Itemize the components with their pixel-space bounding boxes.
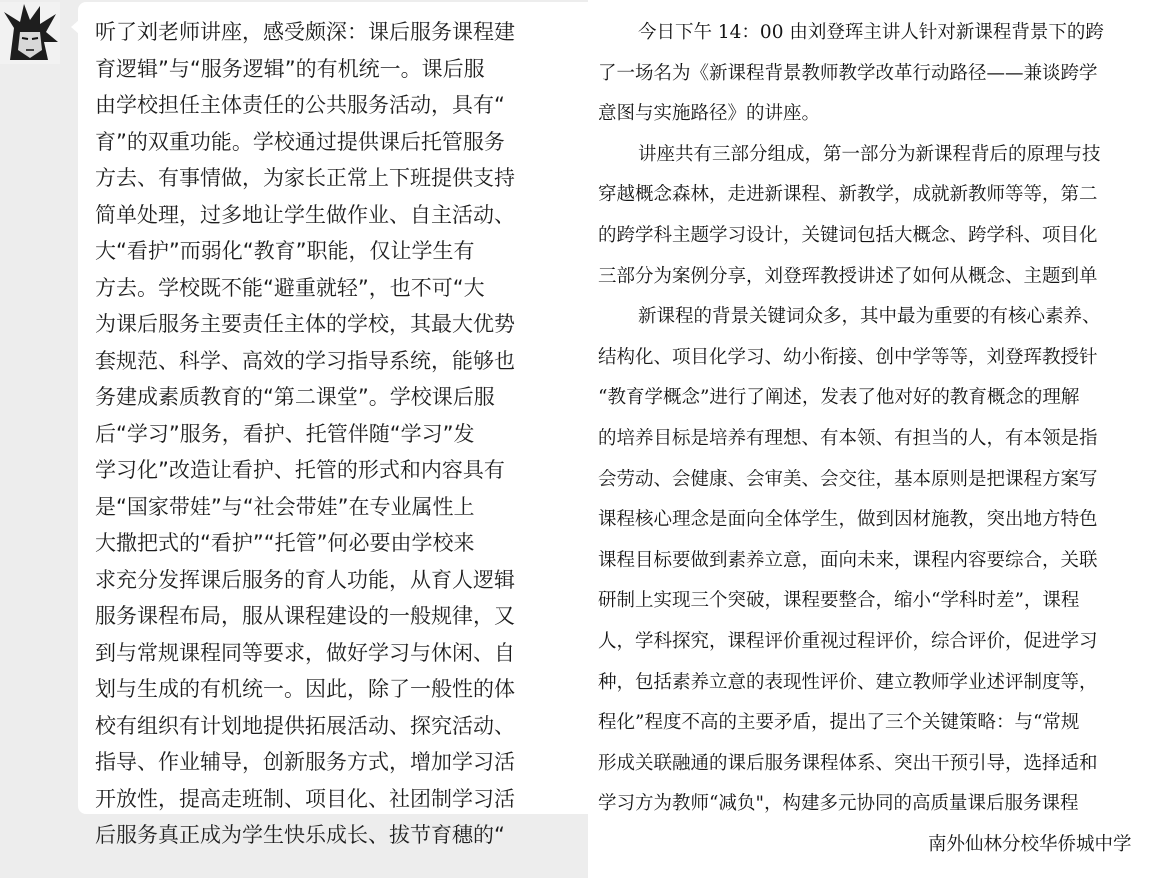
document-line: 形成关联融通的课后服务课程体系、突出干预引导，选择适和	[598, 752, 1098, 774]
message-line: 指导、作业辅导，创新服务方式，增加学习活	[95, 750, 515, 774]
message-line: 求充分发挥课后服务的育人功能，从育人逻辑	[95, 567, 515, 592]
document-line: 三部分为案例分享，刘登珲教授讲述了如何从概念、主题到单	[598, 265, 1098, 287]
document-line: 讲座共有三部分组成，第一部分为新课程背后的原理与技	[638, 143, 1101, 165]
message-line: 育”的双重功能。学校通过提供课后托管服务	[95, 129, 505, 154]
document-line: “教育学概念”进行了阐述，发表了他对好的教育概念的理解	[598, 387, 1080, 409]
message-line: 育逻辑”与“服务逻辑”的有机统一。课后服	[95, 56, 485, 81]
message-line: 简单处理，过多地让学生做作业、自主活动、	[95, 202, 515, 227]
document-panel	[588, 0, 1170, 878]
document-line: 的培养目标是培养有理想、有本领、有担当的人，有本领是指	[598, 427, 1098, 449]
message-line: 方去。学校既不能“避重就轻”，也不可“大	[95, 275, 485, 300]
document-line: 的跨学科主题学习设计，关键词包括大概念、跨学科、项目化	[598, 224, 1098, 246]
message-line: 务建成素质教育的“第二课堂”。学校课后服	[95, 385, 495, 409]
message-line: 开放性，提高走班制、项目化、社团制学习活	[95, 786, 515, 811]
document-line: 课程目标要做到素养立意，面向未来，课程内容要综合，关联	[598, 549, 1098, 571]
document-body	[598, 13, 1170, 865]
document-line: 穿越概念森林，走进新课程、新教学，成就新教师等等，第二	[598, 184, 1098, 206]
document-line: 程化”程度不高的主要矛盾，提出了三个关键策略：与“常规	[598, 712, 1080, 734]
document-line: 今日下午 14：00 由刘登珲主讲人针对新课程背景下的跨	[638, 22, 1104, 43]
message-line: 服务课程布局，服从课程建设的一般规律，又	[95, 604, 515, 628]
message-line: 划与生成的有机统一。因此，除了一般性的体	[95, 677, 515, 701]
document-line: 人，学科探究，课程评价重视过程评价，综合评价，促进学习	[598, 630, 1098, 652]
document-line: 学习方为教师“减负"，构建多元协同的高质量课后服务课程	[598, 793, 1079, 815]
message-line: 大“看护”而弱化“教育”职能，仅让学生有	[95, 239, 475, 263]
document-line: 会劳动、会健康、会审美、会交往，基本原则是把课程方案写	[598, 468, 1098, 490]
message-line: 大撒把式的“看护”“托管”何必要由学校来	[95, 531, 475, 555]
document-line: 了一场名为《新课程背景教师教学改革行动路径——兼谈跨学	[598, 62, 1098, 84]
message-line: 后“学习”服务，看护、托管伴随“学习”发	[95, 421, 475, 446]
document-line: 课程核心理念是面向全体学生，做到因材施教，突出地方特色	[598, 509, 1098, 531]
message-line: 方去、有事情做，为家长正常上下班提供支持	[95, 166, 515, 190]
message-text	[95, 14, 588, 854]
document-line: 结构化、项目化学习、幼小衔接、创中学等等，刘登珲教授针	[598, 346, 1098, 368]
document-line: 种，包括素养立意的表现性评价、建立教师学业述评制度等，	[598, 671, 1098, 693]
message-line: 到与常规课程同等要求，做好学习与休闲、自	[95, 640, 515, 665]
message-line: 为课后服务主要责任主体的学校，其最大优势	[95, 312, 515, 336]
message-line: 后服务真正成为学生快乐成长、拔节育穗的“	[95, 823, 505, 847]
message-line: 听了刘老师讲座，感受颇深：课后服务课程建	[95, 20, 515, 44]
message-line: 是“国家带娃”与“社会带娃”在专业属性上	[95, 494, 475, 519]
avatar[interactable]	[0, 2, 60, 64]
document-signature: 南外仙林分校华侨城中学	[928, 833, 1132, 855]
message-line: 由学校担任主体责任的公共服务活动，具有“	[95, 93, 505, 117]
message-line: 套规范、科学、高效的学习指导系统，能够也	[95, 348, 515, 373]
document-line: 新课程的背景关键词众多，其中最为重要的有核心素养、	[638, 306, 1101, 328]
message-line: 校有组织有计划地提供拓展活动、探究活动、	[95, 713, 515, 738]
message-line: 学习化”改造让看护、托管的形式和内容具有	[95, 458, 505, 482]
document-line: 研制上实现三个突破，课程要整合，缩小“学科时差”，课程	[598, 590, 1080, 612]
document-line: 意图与实施路径》的讲座。	[598, 103, 821, 125]
